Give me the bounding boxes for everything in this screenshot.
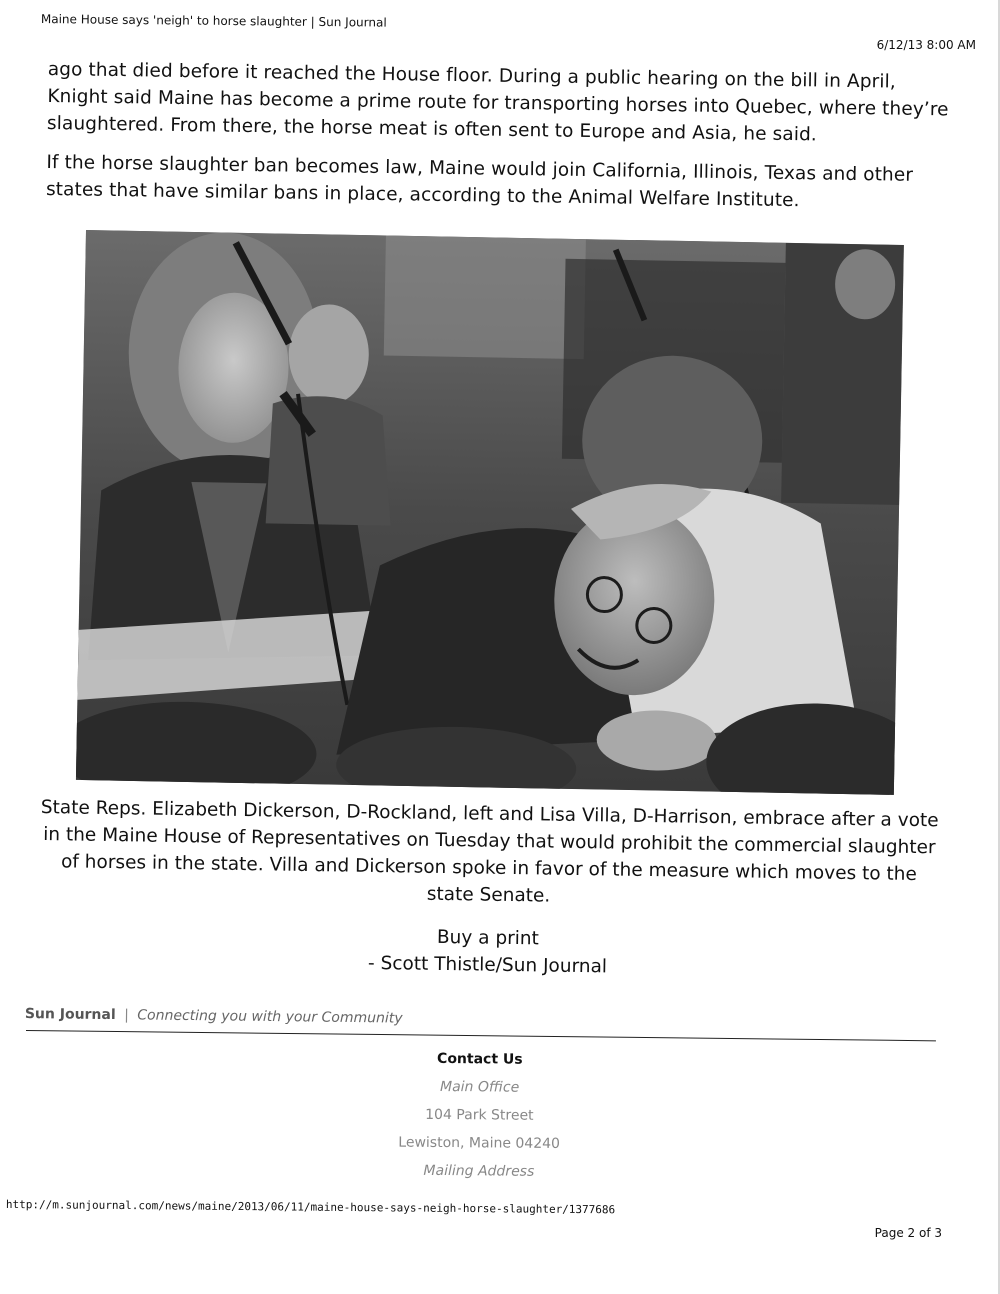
footer-divider (26, 1030, 936, 1041)
address-street: 104 Park Street (425, 1106, 534, 1124)
footer-brand[interactable]: Sun Journal (24, 1006, 116, 1024)
footer-tagline: Connecting you with your Community (137, 1007, 403, 1027)
article-body (46, 56, 954, 228)
contact-heading[interactable]: Contact Us (437, 1050, 523, 1068)
address-city: Lewiston, Maine 04240 (398, 1134, 561, 1153)
contact-block (329, 1044, 630, 1187)
footer-separator: | (124, 1007, 129, 1024)
photo-caption: State Reps. Elizabeth Dickerson, D-Rockland, left and Lisa Villa, D-Harrison, embrace after a vote in the Maine House of Representatives on Tuesday that would prohibit the commercial slaughter of horses in the state. Villa and Dickerson spoke in favor of the measure which moves to the state Senate. (40, 797, 939, 907)
print-page-number: Page 2 of 3 (874, 1226, 942, 1240)
print-header-title: Maine House says 'neigh' to horse slaughter | Sun Journal (40, 12, 387, 30)
photo-credit: - Scott Thistle/Sun Journal (367, 952, 608, 978)
article-photo (76, 230, 904, 795)
article-paragraph: ago that died before it reached the House floor. During a public hearing on the bill in April, Knight said Maine has become a prime route for transporting horses into Quebec, where they’re slaughtered. From there, the horse meat is often sent to Europe and Asia, he said. (46, 58, 949, 146)
print-footer-url: http://m.sunjournal.com/news/maine/2013/06/11/maine-house-says-neigh-horse-slaughter/1377686 (5, 1198, 616, 1217)
mailing-address-label: Mailing Address (423, 1162, 535, 1180)
photo-illustration (76, 230, 904, 795)
main-office-label: Main Office (439, 1078, 520, 1096)
buy-print-link[interactable]: Buy a print (436, 926, 540, 950)
photo-caption-block (37, 794, 940, 985)
article-paragraph: If the horse slaughter ban becomes law, Maine would join California, Illinois, Texas and other states that have similar bans in place, according to the Animal Welfare Institute. (45, 151, 914, 212)
print-header-datetime: 6/12/13 8:00 AM (876, 38, 976, 52)
footer-brand-line (25, 1006, 935, 1033)
